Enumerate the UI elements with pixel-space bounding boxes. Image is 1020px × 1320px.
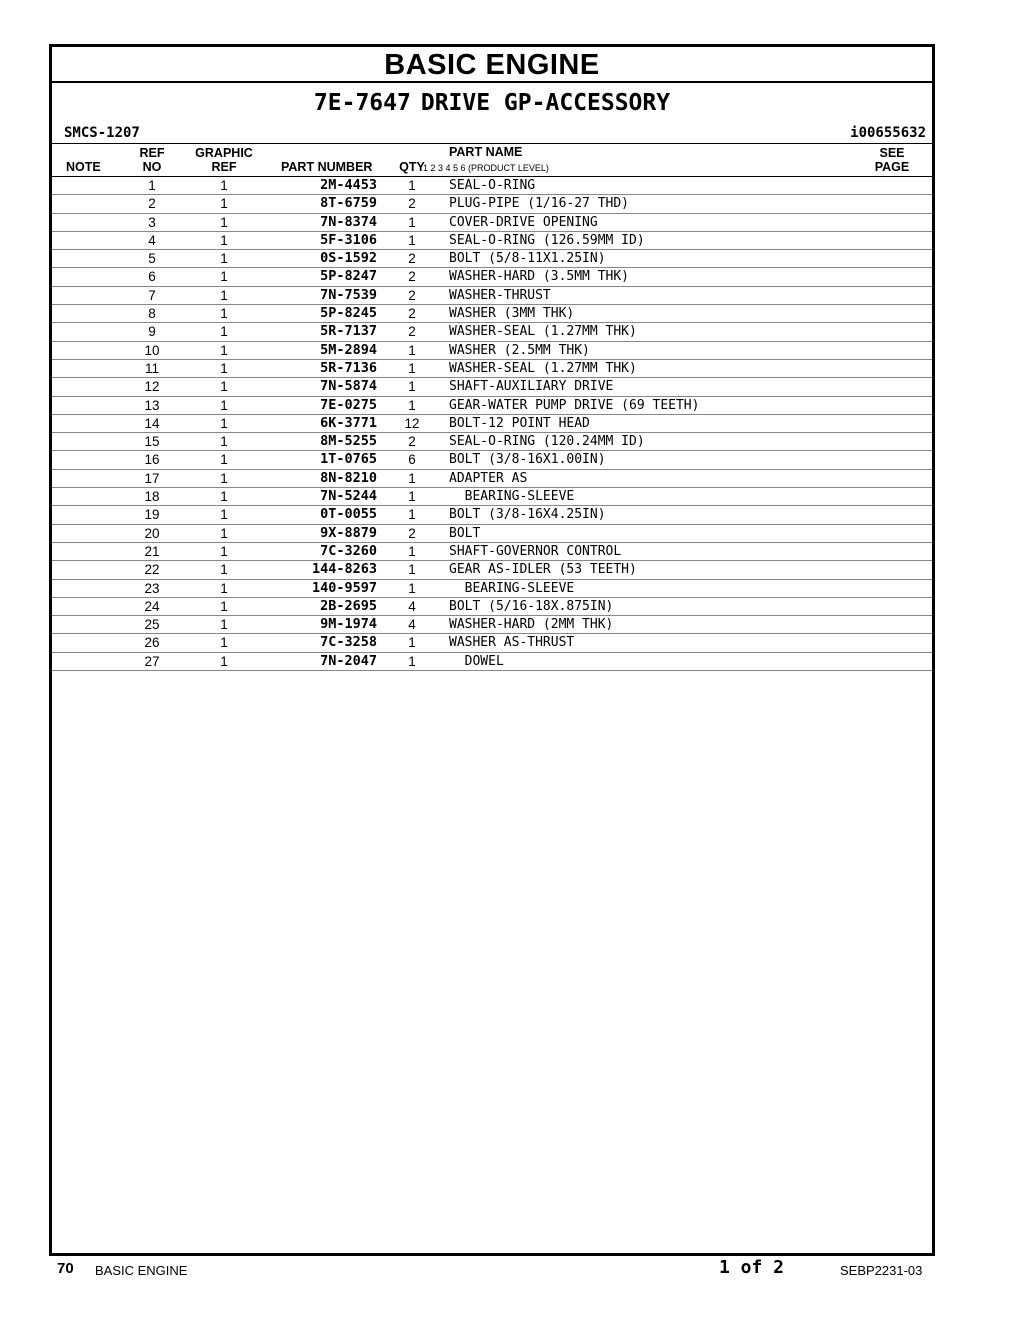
- part-name: BOLT-12 POINT HEAD: [449, 415, 590, 431]
- page-title: BASIC ENGINE: [52, 47, 932, 83]
- graphic-ref: 1: [220, 214, 228, 230]
- col-graphic-bottom: REF: [211, 160, 237, 174]
- part-name: WASHER-HARD (2MM THK): [449, 617, 614, 633]
- quantity: 2: [408, 324, 416, 340]
- part-name: WASHER AS-THRUST: [449, 635, 575, 651]
- part-name: DOWEL: [449, 653, 504, 669]
- col-part-number: PART NUMBER: [281, 160, 373, 174]
- ref-no: 10: [144, 342, 160, 358]
- part-number: 144-8263: [311, 561, 377, 578]
- part-number: 8M-5255: [320, 433, 377, 450]
- ref-no: 20: [144, 525, 160, 541]
- ref-no: 2: [148, 196, 156, 212]
- table-row: [52, 634, 932, 652]
- col-ref-top: REF: [139, 146, 165, 160]
- ref-no: 9: [148, 324, 156, 340]
- quantity: 4: [408, 598, 416, 614]
- ref-no: 11: [144, 360, 159, 376]
- table-row: [52, 488, 932, 506]
- part-number: 6K-3771: [320, 414, 377, 431]
- part-name: SEAL-O-RING (126.59MM ID): [449, 232, 645, 248]
- ref-no: 27: [144, 653, 160, 669]
- graphic-ref: 1: [220, 178, 228, 193]
- part-number: 5P-8247: [320, 268, 377, 285]
- quantity: 2: [408, 269, 416, 285]
- part-name: WASHER (3MM THK): [449, 306, 575, 322]
- table-row: [52, 195, 932, 213]
- quantity: 1: [408, 653, 416, 669]
- part-name: WASHER (2.5MM THK): [449, 342, 590, 358]
- graphic-ref: 1: [220, 489, 228, 505]
- table-row: [52, 451, 932, 469]
- part-number: 8T-6759: [320, 195, 377, 212]
- part-number: 1T-0765: [320, 451, 377, 468]
- part-name: BOLT: [449, 525, 481, 541]
- ref-no: 22: [144, 562, 160, 578]
- part-name: COVER-DRIVE OPENING: [449, 214, 598, 230]
- parts-list: [52, 177, 932, 671]
- smcs-code: SMCS-1207: [64, 125, 140, 141]
- quantity: 12: [404, 415, 420, 431]
- part-number: 2B-2695: [320, 597, 377, 614]
- graphic-ref: 1: [220, 232, 228, 248]
- graphic-ref: 1: [220, 598, 228, 614]
- table-row: [52, 397, 932, 415]
- group-heading: [52, 83, 932, 119]
- ref-no: 26: [144, 635, 160, 651]
- ref-no: 12: [144, 379, 160, 395]
- page-footer: [0, 1256, 1020, 1286]
- part-name: BOLT (5/8-11X1.25IN): [449, 251, 606, 267]
- part-number: 7N-2047: [320, 652, 377, 669]
- graphic-ref: 1: [220, 415, 228, 431]
- table-row: [52, 598, 932, 616]
- quantity: 1: [408, 342, 416, 358]
- ref-no: 14: [144, 415, 160, 431]
- table-row: [52, 543, 932, 561]
- part-number: 8N-8210: [320, 469, 377, 486]
- part-number: 9M-1974: [320, 616, 377, 633]
- quantity: 1: [408, 214, 416, 230]
- quantity: 1: [408, 507, 416, 523]
- quantity: 2: [408, 196, 416, 212]
- quantity: 1: [408, 178, 416, 193]
- part-number: 7N-5244: [320, 488, 377, 505]
- col-note: NOTE: [66, 160, 101, 174]
- col-qty: QTY: [399, 160, 425, 174]
- part-name: WASHER-THRUST: [449, 287, 551, 303]
- ref-no: 5: [148, 251, 156, 267]
- graphic-ref: 1: [220, 251, 228, 267]
- quantity: 2: [408, 306, 416, 322]
- quantity: 1: [408, 543, 416, 559]
- table-row: [52, 653, 932, 671]
- part-name: GEAR-WATER PUMP DRIVE (69 TEETH): [449, 397, 700, 413]
- part-number: 7N-8374: [320, 213, 377, 230]
- part-name: WASHER-SEAL (1.27MM THK): [449, 324, 637, 340]
- part-number: 0T-0055: [320, 506, 377, 523]
- document-number: SEBP2231-03: [840, 1263, 923, 1278]
- part-name: BOLT (3/8-16X1.00IN): [449, 452, 606, 468]
- table-row: [52, 470, 932, 488]
- graphic-ref: 1: [220, 342, 228, 358]
- col-see-bottom: PAGE: [874, 160, 910, 174]
- col-ref-bottom: NO: [142, 160, 162, 174]
- graphic-ref: 1: [220, 196, 228, 212]
- part-name: BEARING-SLEEVE: [449, 489, 575, 505]
- group-part-name: DRIVE GP-ACCESSORY: [420, 90, 671, 116]
- part-number: 9X-8879: [320, 524, 377, 541]
- table-row: [52, 268, 932, 286]
- table-row: [52, 342, 932, 360]
- table-row: [52, 561, 932, 579]
- part-number: 5R-7137: [320, 323, 377, 340]
- part-number: 7N-5874: [320, 378, 377, 395]
- footer-section: BASIC ENGINE: [95, 1263, 188, 1278]
- illustration-id: i00655632: [850, 125, 926, 141]
- part-name: SHAFT-GOVERNOR CONTROL: [449, 543, 622, 559]
- quantity: 1: [408, 397, 416, 413]
- ref-no: 25: [144, 617, 160, 633]
- ref-no: 15: [144, 434, 160, 450]
- ref-no: 13: [144, 397, 160, 413]
- quantity: 1: [408, 360, 416, 376]
- quantity: 1: [408, 489, 416, 505]
- part-name: GEAR AS-IDLER (53 TEETH): [449, 562, 637, 578]
- part-number: 0S-1592: [320, 250, 377, 267]
- graphic-ref: 1: [220, 269, 228, 285]
- ref-no: 24: [144, 598, 160, 614]
- quantity: 1: [408, 379, 416, 395]
- part-name: WASHER-HARD (3.5MM THK): [449, 269, 630, 285]
- quantity: 2: [408, 287, 416, 303]
- table-row: [52, 287, 932, 305]
- table-row: [52, 250, 932, 268]
- part-number: 7N-7539: [320, 286, 377, 303]
- graphic-ref: 1: [220, 525, 228, 541]
- part-name: BOLT (5/16-18X.875IN): [449, 598, 614, 614]
- part-name: ADAPTER AS: [449, 470, 528, 486]
- col-part-name: PART NAME: [449, 145, 523, 159]
- table-row: [52, 433, 932, 451]
- ref-no: 1: [148, 178, 156, 193]
- quantity: 4: [408, 617, 416, 633]
- ref-no: 3: [148, 214, 156, 230]
- graphic-ref: 1: [220, 653, 228, 669]
- table-row: [52, 415, 932, 433]
- table-row: [52, 378, 932, 396]
- quantity: 2: [408, 525, 416, 541]
- part-name: SEAL-O-RING (120.24MM ID): [449, 434, 645, 450]
- ref-no: 19: [144, 507, 160, 523]
- code-line: [52, 119, 932, 143]
- quantity: 1: [408, 562, 416, 578]
- parts-sheet: [49, 44, 935, 1256]
- quantity: 1: [408, 580, 416, 596]
- ref-no: 23: [144, 580, 160, 596]
- part-number: 7E-0275: [320, 396, 377, 413]
- table-row: [52, 580, 932, 598]
- graphic-ref: 1: [220, 580, 228, 596]
- quantity: 1: [408, 635, 416, 651]
- part-number: 2M-4453: [320, 177, 377, 193]
- graphic-ref: 1: [220, 470, 228, 486]
- ref-no: 21: [144, 543, 160, 559]
- ref-no: 16: [144, 452, 160, 468]
- graphic-ref: 1: [220, 617, 228, 633]
- graphic-ref: 1: [220, 324, 228, 340]
- graphic-ref: 1: [220, 306, 228, 322]
- quantity: 2: [408, 251, 416, 267]
- graphic-ref: 1: [220, 543, 228, 559]
- table-row: [52, 177, 932, 195]
- ref-no: 7: [148, 287, 156, 303]
- quantity: 2: [408, 434, 416, 450]
- table-row: [52, 323, 932, 341]
- col-product-levels: 1 2 3 4 5 6 (PRODUCT LEVEL): [423, 163, 549, 173]
- part-name: SHAFT-AUXILIARY DRIVE: [449, 379, 614, 395]
- group-part-number: 7E-7647: [313, 90, 411, 116]
- table-row: [52, 305, 932, 323]
- ref-no: 17: [144, 470, 160, 486]
- graphic-ref: 1: [220, 452, 228, 468]
- quantity: 6: [408, 452, 416, 468]
- quantity: 1: [408, 470, 416, 486]
- table-header: [52, 143, 932, 177]
- graphic-ref: 1: [220, 397, 228, 413]
- graphic-ref: 1: [220, 635, 228, 651]
- quantity: 1: [408, 232, 416, 248]
- graphic-ref: 1: [220, 507, 228, 523]
- part-name: WASHER-SEAL (1.27MM THK): [449, 360, 637, 376]
- col-see-top: SEE: [879, 146, 905, 160]
- table-row: [52, 506, 932, 524]
- sheet-indicator: 1 of 2: [719, 1257, 785, 1278]
- ref-no: 4: [148, 232, 156, 248]
- part-name: BEARING-SLEEVE: [449, 580, 575, 596]
- part-name: BOLT (3/8-16X4.25IN): [449, 507, 606, 523]
- part-name: SEAL-O-RING: [449, 178, 536, 193]
- table-row: [52, 214, 932, 232]
- graphic-ref: 1: [220, 287, 228, 303]
- part-name: PLUG-PIPE (1/16-27 THD): [449, 196, 630, 212]
- graphic-ref: 1: [220, 360, 228, 376]
- part-number: 140-9597: [311, 579, 377, 596]
- table-row: [52, 232, 932, 250]
- ref-no: 18: [144, 489, 160, 505]
- ref-no: 8: [148, 306, 156, 322]
- graphic-ref: 1: [220, 379, 228, 395]
- graphic-ref: 1: [220, 562, 228, 578]
- part-number: 5F-3106: [320, 231, 377, 248]
- graphic-ref: 1: [220, 434, 228, 450]
- table-row: [52, 360, 932, 378]
- col-graphic-top: GRAPHIC: [195, 146, 253, 160]
- part-number: 5M-2894: [320, 341, 377, 358]
- ref-no: 6: [148, 269, 156, 285]
- page-number: 70: [57, 1260, 74, 1277]
- part-number: 7C-3258: [320, 634, 377, 651]
- table-row: [52, 525, 932, 543]
- part-number: 5R-7136: [320, 359, 377, 376]
- part-number: 7C-3260: [320, 542, 377, 559]
- table-row: [52, 616, 932, 634]
- part-number: 5P-8245: [320, 305, 377, 322]
